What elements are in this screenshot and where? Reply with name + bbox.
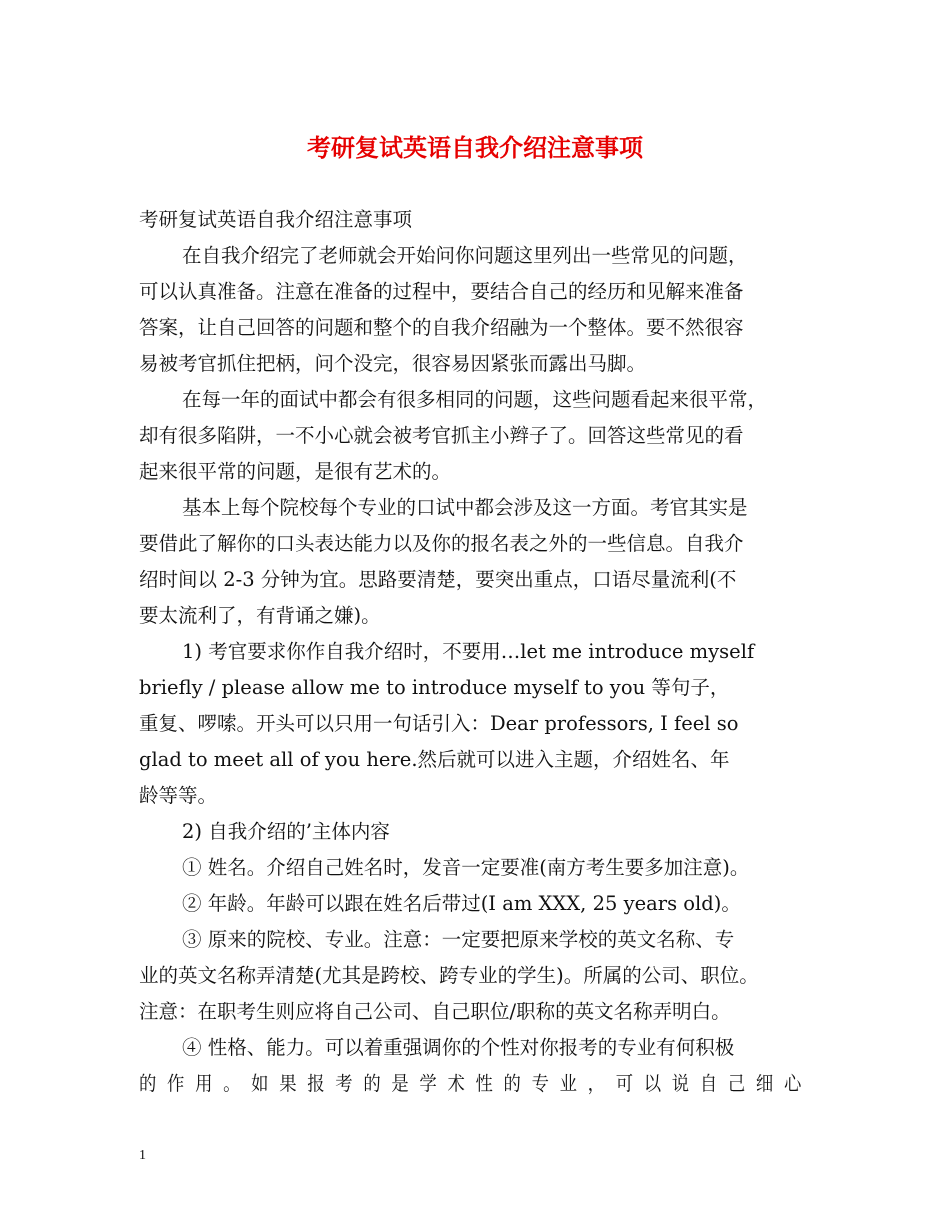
paragraph-line: 在每一年的面试中都会有很多相同的问题，这些问题看起来很平常， <box>182 388 768 411</box>
paragraph-line: 业的英文名称弄清楚(尤其是跨校、跨专业的学生)。所属的公司、职位。 <box>139 964 759 987</box>
list-item: 2) 自我介绍的’主体内容 <box>182 820 390 843</box>
paragraph-line: 要借此了解你的口头表达能力以及你的报名表之外的一些信息。自我介 <box>139 532 744 555</box>
list-item: ④ 性格、能力。可以着重强调你的个性对你报考的专业有何积极 <box>182 1036 735 1059</box>
list-item: ② 年龄。年龄可以跟在姓名后带过(I am XXX, 25 years old)。 <box>182 892 741 915</box>
paragraph-line: 要太流利了，有背诵之嫌)。 <box>139 604 381 627</box>
paragraph-line: 龄等等。 <box>139 784 218 807</box>
paragraph-line: 的作用。如果报考的是学术性的专业，可以说自己细心 <box>139 1072 813 1095</box>
paragraph-line: briefly / please allow me to introduce myself to you 等句子， <box>139 676 730 699</box>
list-item: ① 姓名。介绍自己姓名时，发音一定要准(南方考生要多加注意)。 <box>182 856 750 879</box>
paragraph-line: 绍时间以 2-3 分钟为宜。思路要清楚，要突出重点，口语尽量流利(不 <box>139 568 737 591</box>
paragraph-line: 重复、啰嗦。开头可以只用一句话引入：Dear professors, I feel so <box>139 712 739 735</box>
paragraph-line: 起来很平常的问题，是很有艺术的。 <box>139 460 452 483</box>
paragraph-line: 基本上每个院校每个专业的口试中都会涉及这一方面。考官其实是 <box>182 496 748 519</box>
paragraph-line: 在自我介绍完了老师就会开始问你问题这里列出一些常见的问题， <box>182 244 748 267</box>
list-item: ③ 原来的院校、专业。注意：一定要把原来学校的英文名称、专 <box>182 928 735 951</box>
paragraph-line: 可以认真准备。注意在准备的过程中，要结合自己的经历和见解来准备 <box>139 280 744 303</box>
paragraph-line: glad to meet all of you here.然后就可以进入主题，介绍姓名、年 <box>139 748 730 771</box>
paragraph-line: 却有很多陷阱，一不小心就会被考官抓主小辫子了。回答这些常见的看 <box>139 424 744 447</box>
paragraph-line: 1) 考官要求你作自我介绍时，不要用…let me introduce myself <box>182 640 755 663</box>
paragraph-line: 易被考官抓住把柄，问个没完，很容易因紧张而露出马脚。 <box>139 352 647 375</box>
page-number: 1 <box>139 1148 146 1163</box>
document-heading: 考研复试英语自我介绍注意事项 <box>139 208 413 231</box>
paragraph-line: 注意：在职考生则应将自己公司、自己职位/职称的英文名称弄明白。 <box>139 1000 731 1023</box>
paragraph-line: 答案，让自己回答的问题和整个的自我介绍融为一个整体。要不然很容 <box>139 316 744 339</box>
page-title: 考研复试英语自我介绍注意事项 <box>307 133 643 162</box>
